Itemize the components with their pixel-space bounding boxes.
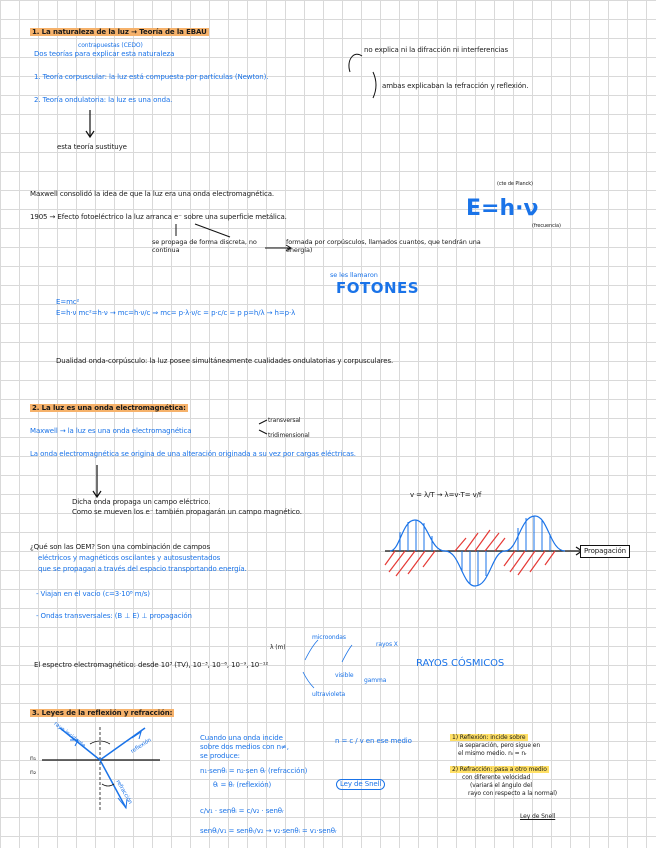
section-1-title: 1. La naturaleza de la luz → Teoría de la EBAU [32, 28, 207, 36]
rayos-x-label: rayos X [376, 641, 398, 648]
transversal-note: transversal [268, 417, 301, 424]
teoria-ondulatoria: 2. Teoría ondulatoria: la luz es una onda. [34, 96, 173, 104]
reflexion-note-2: la separación, pero sigue en [458, 742, 541, 749]
teoria-corpuscular: 1. Teoría corpuscular: la luz está compuesta por partículas (Newton). [34, 73, 269, 81]
fotones-heading: FOTONES [336, 279, 420, 297]
refraccion-note-2: con diferente velocidad [462, 774, 531, 781]
reflexion-note-3: el mismo medio. nᵢ = nᵣ [458, 750, 527, 757]
em-wave-diagram [385, 516, 582, 586]
ley-snell-tag: Ley de Snell [336, 779, 385, 790]
dos-teorias-line: Dos teorías para explicar esta naturaleza [34, 50, 175, 58]
cte-planck-label: (cte de Planck) [497, 181, 533, 187]
brace [373, 72, 376, 98]
snell-reflexion-eq: θᵢ = θᵣ (reflexión) [213, 781, 272, 789]
curved-arrow [349, 54, 362, 72]
sobre-line: sobre dos medios con n≠, [200, 743, 289, 751]
tridimensional-note: tridimensional [268, 432, 310, 439]
ambas-note: ambas explicaban la refracción y reflexión. [382, 82, 529, 90]
que-son-oem-1: ¿Qué son las OEM? Son una combinación de campos [30, 543, 210, 551]
dualidad-line: Dualidad onda-corpúsculo: la luz posee simultáneamente cualidades ondulatorias y corpusculares. [56, 357, 394, 365]
refraccion-note-1: 2) Refracción: pasa a otro medio [452, 766, 547, 773]
snell-velocity-eq-2: senθᵢ/v₁ = senθᵣ/v₂ → v₂·senθᵢ = v₁·senθᵣ [200, 827, 337, 835]
arrow-formada [195, 224, 230, 237]
momentum-derivation: E=h·ν mc²=h·ν → mc=h·ν/c ⇒ mc= p·λ·ν/c = p·c/c = p p=h/λ → h=p·λ [56, 309, 296, 317]
que-son-oem-3: que se propagan a través del espacio transportando energía. [38, 565, 247, 573]
refraccion-note-4: rayo con respecto a la normal) [468, 790, 558, 797]
rayo-incidente-label: rayo incidente [52, 721, 87, 750]
rayos-cosmicos: RAYOS CÓSMICOS [416, 658, 505, 669]
snell-refraccion-eq: n₁·senθᵢ = n₂·sen θᵣ (refracción) [200, 767, 308, 775]
llamaron-note: se les llamaron [330, 271, 378, 279]
refraccion-label: refracción [114, 779, 133, 806]
velocidad-equation: v = λ/T → λ=v·T= v/f [410, 491, 482, 499]
contrapuestas-note: contrapuestas (CEDO) [78, 42, 143, 49]
sustituye-note: esta teoría sustituye [57, 143, 127, 151]
refraccion-note-3: (variará el ángulo del [470, 782, 532, 789]
propaga-note: se propaga de forma discreta, no continua [152, 238, 257, 254]
campo-electrico-line: Dicha onda propaga un campo eléctrico. [72, 498, 211, 506]
formada-note: formada por corpúsculos, llamados cuantos, que tendrán una energía) [286, 238, 481, 254]
campo-magnetico-line: Como se mueven los e⁻ también propagarán un campo magnético. [72, 508, 302, 516]
viajan-line: - Viajan en el vacío (c=3·10⁸ m/s) [36, 590, 150, 598]
origina-line: La onda electromagnética se origina de una alteración originada a su vez por cargas eléctricas. [30, 450, 356, 458]
no-explica-note: no explica ni la difracción ni interferencias [364, 46, 509, 54]
snell-velocity-eq: c/v₁ · senθᵢ = c/v₂ · senθᵣ [200, 807, 284, 815]
que-son-oem-2: eléctricos y magnéticos oscilantes y autosustentados [38, 554, 221, 562]
transversales-line: - Ondas transversales: (B ⊥ E) ⊥ propagación [36, 612, 192, 620]
n1-label: n₁ [30, 755, 37, 762]
section-2-title: 2. La luz es una onda electromagnética: [32, 404, 186, 412]
reflexion-note-1: 1) Reflexión: incide sobre [452, 734, 526, 741]
section-3-title: 3. Leyes de la reflexión y refracción: [32, 709, 173, 717]
planck-equation: E=h·ν [466, 196, 539, 221]
lambda-label: λ (m) [270, 644, 286, 651]
produce-line: se produce: [200, 752, 240, 760]
cuando-line: Cuando una onda incide [200, 734, 283, 742]
maxwell-oem: Maxwell → la luz es una onda electromagnética [30, 427, 192, 435]
visible-label: visible [335, 672, 354, 679]
emc-equation: E=mc² [56, 298, 80, 306]
efecto-fotoelectrico: 1905 → Efecto fotoeléctrico la luz arranca e⁻ sobre una superficie metálica. [30, 213, 287, 221]
espectro-line: El espectro electromagnético: desde 10³ (TV), 10⁻³, 10⁻⁶, 10⁻⁹, 10⁻¹² [34, 661, 269, 669]
refraccion-note-snell: Ley de Snell [520, 813, 556, 820]
reflexion-label: reflexión [129, 737, 153, 755]
n2-label: n₂ [30, 769, 37, 776]
frecuencia-label: (frecuencia) [532, 223, 561, 229]
propagacion-box: Propagación [580, 545, 630, 558]
n-definition: n = c / v en ese medio [335, 737, 412, 745]
microondas-label: microondas [312, 634, 346, 641]
maxwell-line: Maxwell consolidó la idea de que la luz era una onda electromagnética. [30, 190, 275, 198]
gamma-label: gamma [364, 677, 387, 684]
ultravioleta-label: ultravioleta [312, 691, 346, 698]
